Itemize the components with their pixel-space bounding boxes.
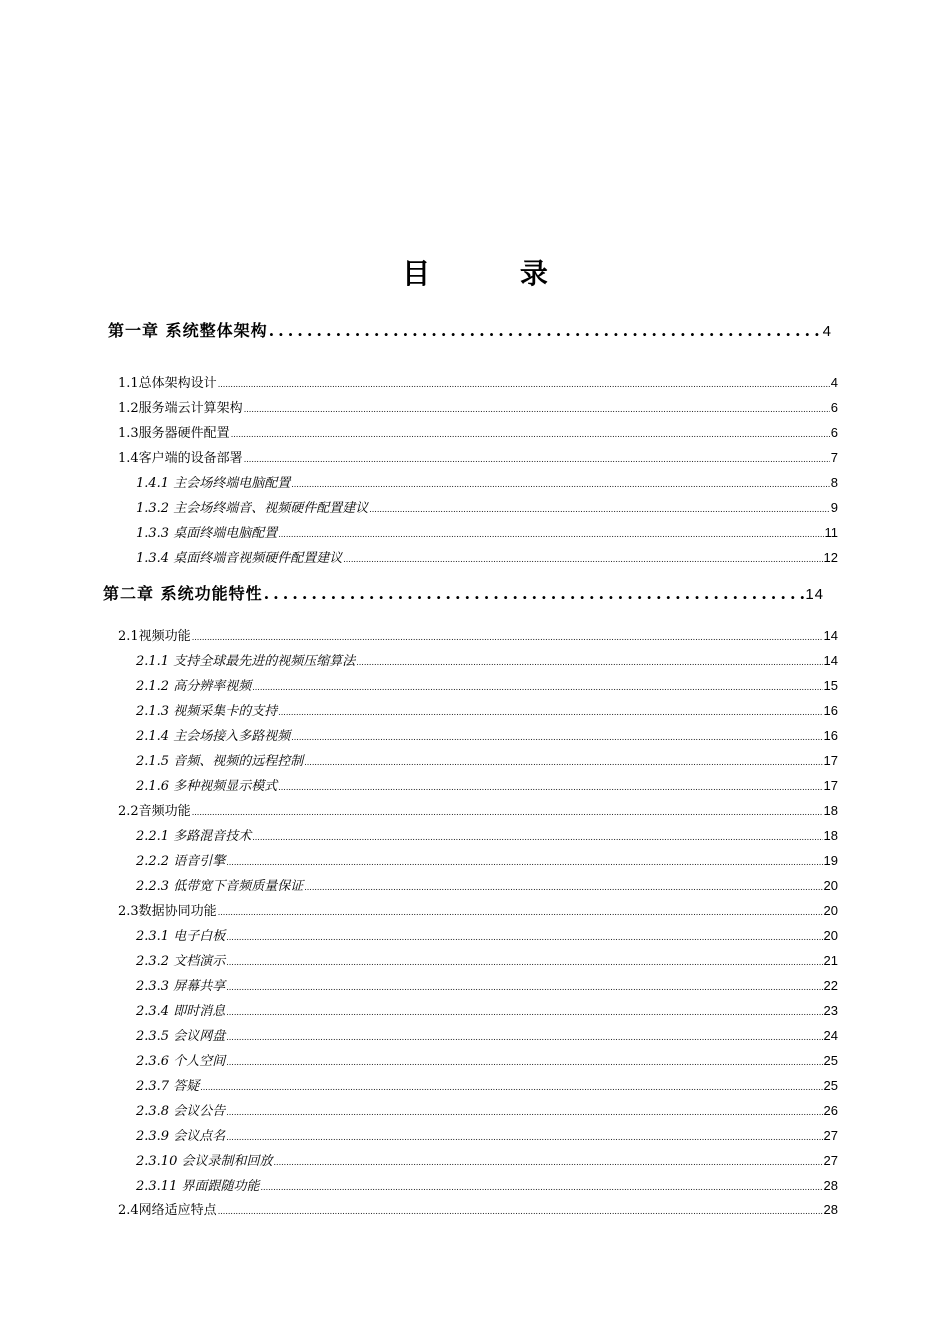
dot-leader <box>278 530 823 539</box>
toc-subsection-entry[interactable] <box>136 675 838 697</box>
dot-leader <box>278 708 822 717</box>
dot-leader <box>356 658 822 667</box>
toc-entry-text: 2.2.3 低带宽下音频质量保证 <box>136 879 304 894</box>
toc-entry-text: 2.3.9 会议点名 <box>136 1129 226 1144</box>
toc-entry-text: 第一章 系统整体架构 <box>108 321 268 340</box>
dot-leader <box>231 430 830 439</box>
toc-page-number: 16 <box>823 728 838 743</box>
dot-leader <box>304 758 822 767</box>
toc-subsection-entry[interactable] <box>136 1100 838 1122</box>
toc-page-number: 23 <box>823 1003 838 1018</box>
dot-leader <box>273 1158 822 1167</box>
dot-leader <box>291 480 830 489</box>
toc-subsection-entry[interactable] <box>136 1050 838 1072</box>
toc-entry-text: 2.4网络适应特点 <box>118 1203 217 1218</box>
dot-leader <box>291 733 822 742</box>
toc-page-number: 24 <box>823 1028 838 1043</box>
toc-entry-text: 2.1.4 主会场接入多路视频 <box>136 729 291 744</box>
toc-page-number: 22 <box>823 978 838 993</box>
toc-entry-text: 2.1.5 音频、视频的远程控制 <box>136 754 304 769</box>
toc-page-number: 19 <box>823 853 838 868</box>
toc-page-number: 14 <box>823 628 838 643</box>
toc-page-number: 27 <box>823 1128 838 1143</box>
toc-page-number: 17 <box>823 753 838 768</box>
dot-leader <box>304 883 822 892</box>
toc-page-number: 15 <box>823 678 838 693</box>
toc-subsection-entry[interactable] <box>136 1075 838 1097</box>
dot-leader <box>218 380 830 389</box>
toc-subsection-entry[interactable] <box>136 1025 838 1047</box>
toc-entry-text: 2.3.8 会议公告 <box>136 1104 226 1119</box>
dot-leader <box>369 505 830 514</box>
dot-leader <box>226 1133 822 1142</box>
dot-leader <box>226 858 822 867</box>
toc-subsection-entry[interactable] <box>136 775 838 797</box>
toc-page-number: 20 <box>823 878 838 893</box>
toc-page-number: 25 <box>823 1078 838 1093</box>
dot-leader <box>226 1058 822 1067</box>
dot-leader <box>244 455 830 464</box>
toc-section-entry[interactable] <box>118 397 838 419</box>
toc-chapter-entry[interactable] <box>108 318 832 344</box>
toc-entry-text: 1.3.4 桌面终端音视频硬件配置建议 <box>136 551 343 566</box>
toc-entry-text: 2.2.2 语音引擎 <box>136 854 226 869</box>
dot-leader <box>269 321 822 340</box>
toc-subsection-entry[interactable] <box>136 497 838 519</box>
toc-entry-text: 1.1总体架构设计 <box>118 376 217 391</box>
toc-entry-text: 2.2音频功能 <box>118 804 191 819</box>
toc-entry-text: 2.3.7 答疑 <box>136 1079 200 1094</box>
toc-subsection-entry[interactable] <box>136 925 838 947</box>
toc-entry-text: 2.1.1 支持全球最先进的视频压缩算法 <box>136 654 356 669</box>
toc-page-number: 4 <box>822 323 832 340</box>
toc-page-number: 27 <box>823 1153 838 1168</box>
toc-entry-text: 1.4.1 主会场终端电脑配置 <box>136 476 291 491</box>
toc-subsection-entry[interactable] <box>136 975 838 997</box>
dot-leader <box>192 633 823 642</box>
dot-leader <box>226 1108 822 1117</box>
toc-page-number: 25 <box>823 1053 838 1068</box>
toc-subsection-entry[interactable] <box>136 472 838 494</box>
toc-entry-text: 第二章 系统功能特性 <box>103 584 263 603</box>
toc-section-entry[interactable] <box>118 447 838 469</box>
toc-subsection-entry[interactable] <box>136 700 838 722</box>
dot-leader <box>252 833 822 842</box>
toc-subsection-entry[interactable] <box>136 850 838 872</box>
toc-entry-text: 1.2服务端云计算架构 <box>118 401 243 416</box>
dot-leader <box>200 1083 822 1092</box>
toc-subsection-entry[interactable] <box>136 1175 838 1197</box>
toc-entry-text: 2.3数据协同功能 <box>118 904 217 919</box>
toc-page-number: 7 <box>830 450 838 465</box>
toc-page-number: 11 <box>824 525 838 540</box>
toc-page-number: 9 <box>830 500 838 515</box>
toc-entry-text: 2.3.11 界面跟随功能 <box>136 1179 260 1194</box>
toc-title: 目 录 <box>402 257 588 290</box>
toc-entry-text: 1.3服务器硬件配置 <box>118 426 230 441</box>
toc-entry-text: 2.3.1 电子白板 <box>136 929 226 944</box>
toc-page-number: 17 <box>823 778 838 793</box>
dot-leader <box>252 683 822 692</box>
toc-section-entry[interactable] <box>118 1199 838 1221</box>
toc-subsection-entry[interactable] <box>136 522 838 544</box>
toc-page-number: 20 <box>823 903 838 918</box>
dot-leader <box>192 808 823 817</box>
dot-leader <box>264 584 805 603</box>
toc-page-number: 16 <box>823 703 838 718</box>
toc-subsection-entry[interactable] <box>136 1150 838 1172</box>
toc-page-number: 20 <box>823 928 838 943</box>
toc-page-number: 26 <box>823 1103 838 1118</box>
dot-leader <box>226 1008 822 1017</box>
toc-entry-text: 1.3.2 主会场终端音、视频硬件配置建议 <box>136 501 369 516</box>
toc-section-entry[interactable] <box>118 422 838 444</box>
dot-leader <box>226 983 822 992</box>
toc-page-number: 14 <box>823 653 838 668</box>
dot-leader <box>278 783 822 792</box>
toc-page-number: 14 <box>805 586 824 603</box>
toc-entry-text: 2.1.6 多种视频显示模式 <box>136 779 278 794</box>
dot-leader <box>244 405 830 414</box>
toc-section-entry[interactable] <box>118 900 838 922</box>
toc-entry-text: 2.3.6 个人空间 <box>136 1054 226 1069</box>
toc-subsection-entry[interactable] <box>136 950 838 972</box>
dot-leader <box>218 1207 823 1216</box>
toc-entry-text: 2.3.2 文档演示 <box>136 954 226 969</box>
dot-leader <box>226 933 822 942</box>
toc-section-entry[interactable] <box>118 625 838 647</box>
dot-leader <box>260 1183 822 1192</box>
toc-page-number: 18 <box>823 828 838 843</box>
dot-leader <box>343 555 822 564</box>
toc-page-number: 18 <box>823 803 838 818</box>
toc-subsection-entry[interactable] <box>136 650 838 672</box>
toc-page-number: 21 <box>823 953 838 968</box>
toc-subsection-entry[interactable] <box>136 825 838 847</box>
toc-subsection-entry[interactable] <box>136 875 838 897</box>
toc-entry-text: 2.3.3 屏幕共享 <box>136 979 226 994</box>
dot-leader <box>226 1033 822 1042</box>
toc-subsection-entry[interactable] <box>136 725 838 747</box>
dot-leader <box>218 908 823 917</box>
toc-section-entry[interactable] <box>118 372 838 394</box>
toc-entry-text: 2.1.2 高分辨率视频 <box>136 679 252 694</box>
toc-entry-text: 2.1.3 视频采集卡的支持 <box>136 704 278 719</box>
toc-entry-text: 2.3.5 会议网盘 <box>136 1029 226 1044</box>
toc-page-number: 28 <box>823 1202 838 1217</box>
toc-subsection-entry[interactable] <box>136 1125 838 1147</box>
toc-entry-text: 2.1视频功能 <box>118 629 191 644</box>
toc-entry-text: 2.3.10 会议录制和回放 <box>136 1154 273 1169</box>
toc-section-entry[interactable] <box>118 800 838 822</box>
toc-subsection-entry[interactable] <box>136 547 838 569</box>
toc-entry-text: 2.2.1 多路混音技术 <box>136 829 252 844</box>
toc-entry-text: 1.3.3 桌面终端电脑配置 <box>136 526 278 541</box>
toc-entry-text: 2.3.4 即时消息 <box>136 1004 226 1019</box>
toc-chapter-entry[interactable] <box>103 581 824 607</box>
dot-leader <box>226 958 822 967</box>
toc-page-number: 8 <box>830 475 838 490</box>
toc-page-number: 28 <box>823 1178 838 1193</box>
toc-page-number: 6 <box>830 425 838 440</box>
toc-subsection-entry[interactable] <box>136 1000 838 1022</box>
toc-subsection-entry[interactable] <box>136 750 838 772</box>
toc-entry-text: 1.4客户端的设备部署 <box>118 451 243 466</box>
toc-page-number: 12 <box>823 550 838 565</box>
toc-page-number: 6 <box>830 400 838 415</box>
toc-page-number: 4 <box>830 375 838 390</box>
